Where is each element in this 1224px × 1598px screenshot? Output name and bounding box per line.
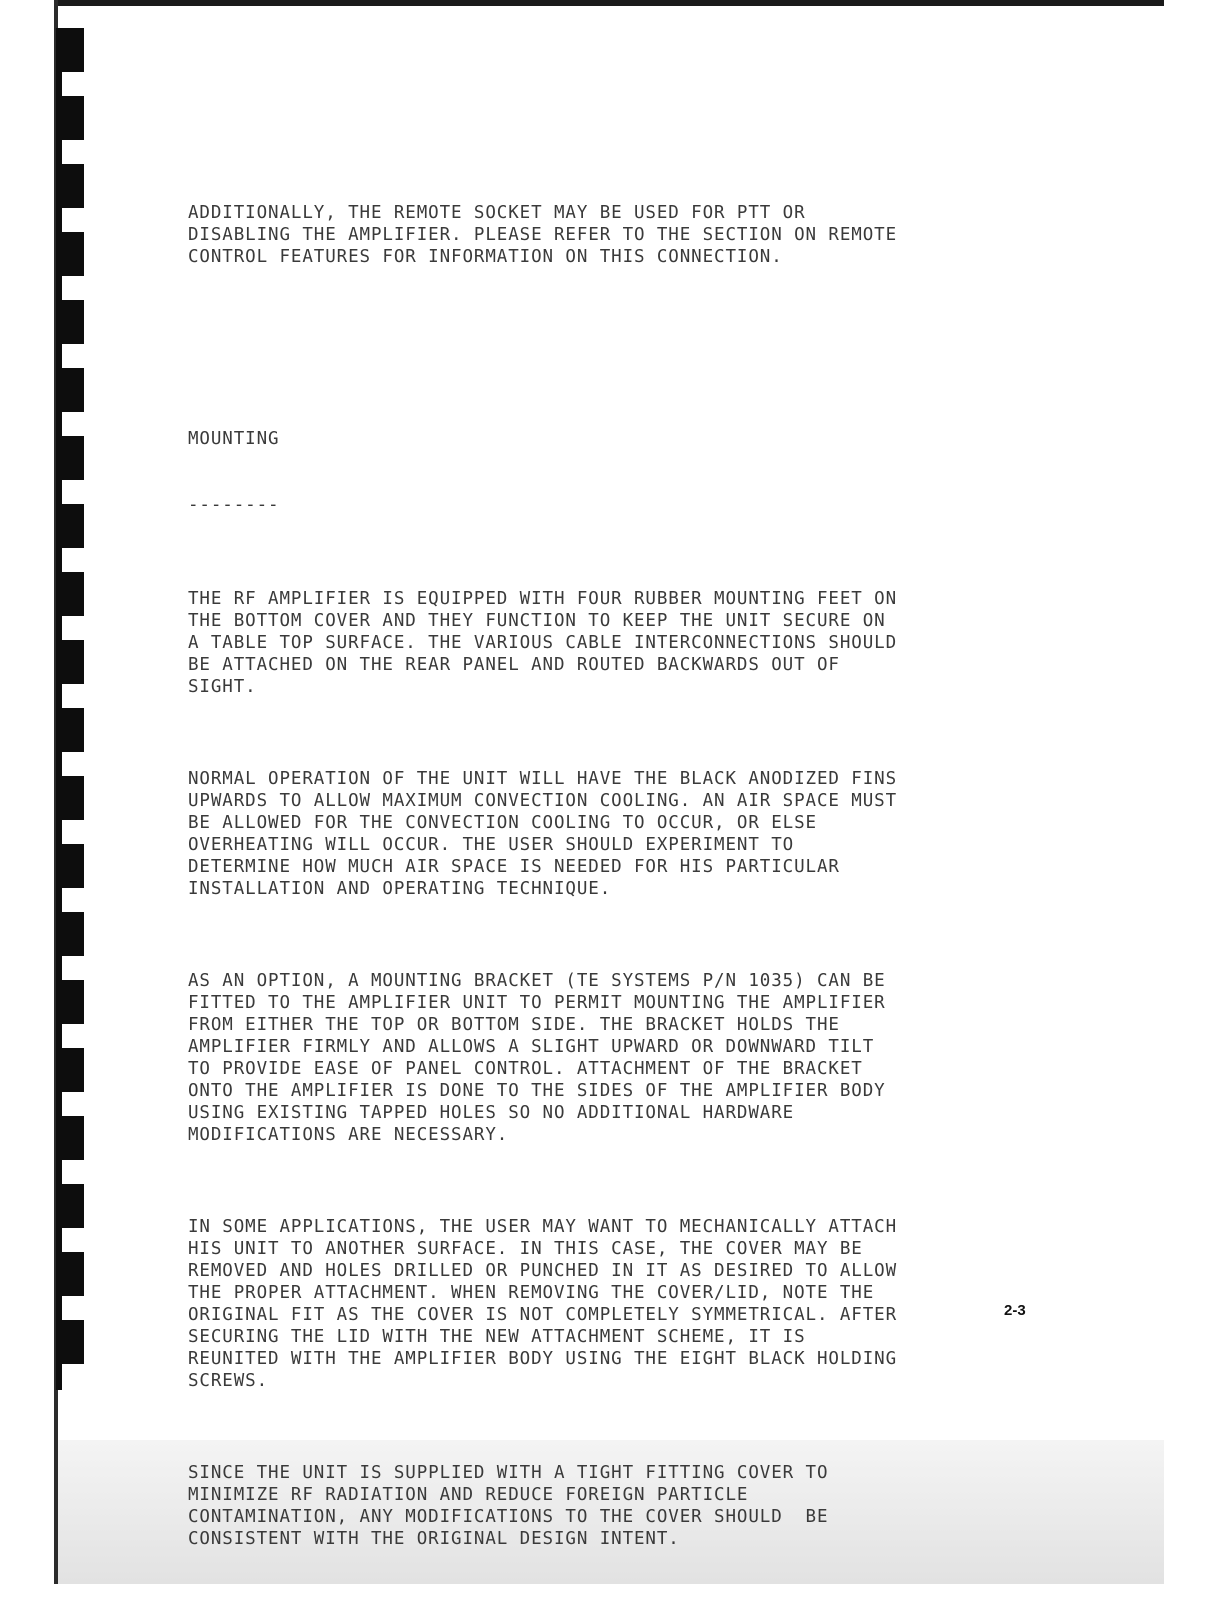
binding-hole xyxy=(56,436,84,480)
document-body xyxy=(188,158,1048,1598)
binding-hole xyxy=(56,980,84,1024)
binding-hole xyxy=(56,1320,84,1364)
binding-hole xyxy=(56,1184,84,1228)
comb-binding xyxy=(56,28,84,1398)
binding-hole xyxy=(56,96,84,140)
binding-hole xyxy=(56,640,84,684)
binding-hole xyxy=(56,1252,84,1296)
binding-hole xyxy=(56,844,84,888)
binding-hole xyxy=(56,1048,84,1092)
page-number: 2-3 xyxy=(1004,1302,1026,1319)
binding-hole xyxy=(56,912,84,956)
binding-hole xyxy=(56,572,84,616)
page-top-edge xyxy=(56,0,1164,6)
binding-hole xyxy=(56,504,84,548)
binding-hole xyxy=(56,300,84,344)
binding-hole xyxy=(56,368,84,412)
paragraph-cover: SINCE THE UNIT IS SUPPLIED WITH A TIGHT FITTING COVER TO MINIMIZE RF RADIATION AND REDUCE FOREIGN PARTICLE CONTAMINATION, ANY MODIFICATIONS TO THE COVER SHOULD BE CONSISTENT WITH THE ORIGINAL DESIGN INTENT. xyxy=(188,1463,829,1549)
binding-hole xyxy=(56,164,84,208)
binding-hole xyxy=(56,776,84,820)
intro-paragraph: ADDITIONALLY, THE REMOTE SOCKET MAY BE USED FOR PTT OR DISABLING THE AMPLIFIER. PLEASE REFER TO THE SECTION ON REMOTE CONTROL FEATURES FOR INFORMATION ON THIS CONNECTION. xyxy=(188,203,898,267)
section-spacer xyxy=(188,338,1048,384)
paragraph-cooling: NORMAL OPERATION OF THE UNIT WILL HAVE THE BLACK ANODIZED FINS UPWARDS TO ALLOW MAXIMUM CONVECTION COOLING. AN AIR SPACE MUST BE ALLOWED FOR THE CONVECTION COOLING TO OCCUR, OR ELSE OVERHEATING WILL OCCUR. THE USER SHOULD EXPERIMENT TO DETERMINE HOW MUCH AIR SPACE IS NEEDED FOR HIS PARTICULAR INSTALLATION AND OPERATING TECHNIQUE. xyxy=(188,769,898,899)
binding-hole xyxy=(56,232,84,276)
paragraph-bracket: AS AN OPTION, A MOUNTING BRACKET (TE SYSTEMS P/N 1035) CAN BE FITTED TO THE AMPLIFIER UNIT TO PERMIT MOUNTING THE AMPLIFIER FROM EITHER THE TOP OR BOTTOM SIDE. THE BRACKET HOLDS THE AMPLIFIER FIRMLY AND ALLOWS A SLIGHT UPWARD OR DOWNWARD TILT TO PROVIDE EASE OF PANEL CONTROL. ATTACHMENT OF THE BRACKET ONTO THE AMPLIFIER IS DONE TO THE SIDES OF THE AMPLIFIER BODY USING EXISTING TAPPED HOLES SO NO ADDITIONAL HARDWARE MODIFICATIONS ARE NECESSARY. xyxy=(188,971,886,1145)
binding-hole xyxy=(56,708,84,752)
section-heading: MOUNTING xyxy=(188,429,280,449)
paragraph-feet: THE RF AMPLIFIER IS EQUIPPED WITH FOUR RUBBER MOUNTING FEET ON THE BOTTOM COVER AND THEY FUNCTION TO KEEP THE UNIT SECURE ON A TABLE TOP SURFACE. THE VARIOUS CABLE INTERCONNECTIONS SHOULD BE ATTACHED ON THE REAR PANEL AND ROUTED BACKWARDS OUT OF SIGHT. xyxy=(188,589,898,697)
binding-hole xyxy=(56,1116,84,1160)
paragraph-attachment: IN SOME APPLICATIONS, THE USER MAY WANT TO MECHANICALLY ATTACH HIS UNIT TO ANOTHER SURFACE. IN THIS CASE, THE COVER MAY BE REMOVED AND HOLES DRILLED OR PUNCHED IN IT AS DESIRED TO ALLOW THE PROPER ATTACHMENT. WHEN REMOVING THE COVER/LID, NOTE THE ORIGINAL FIT AS THE COVER IS NOT COMPLETELY SYMMETRICAL. AFTER SECURING THE LID WITH THE NEW ATTACHMENT SCHEME, IT IS REUNITED WITH THE AMPLIFIER BODY USING THE EIGHT BLACK HOLDING SCREWS. xyxy=(188,1217,898,1391)
binding-hole xyxy=(56,28,84,72)
section-heading-underline: -------- xyxy=(188,495,280,515)
